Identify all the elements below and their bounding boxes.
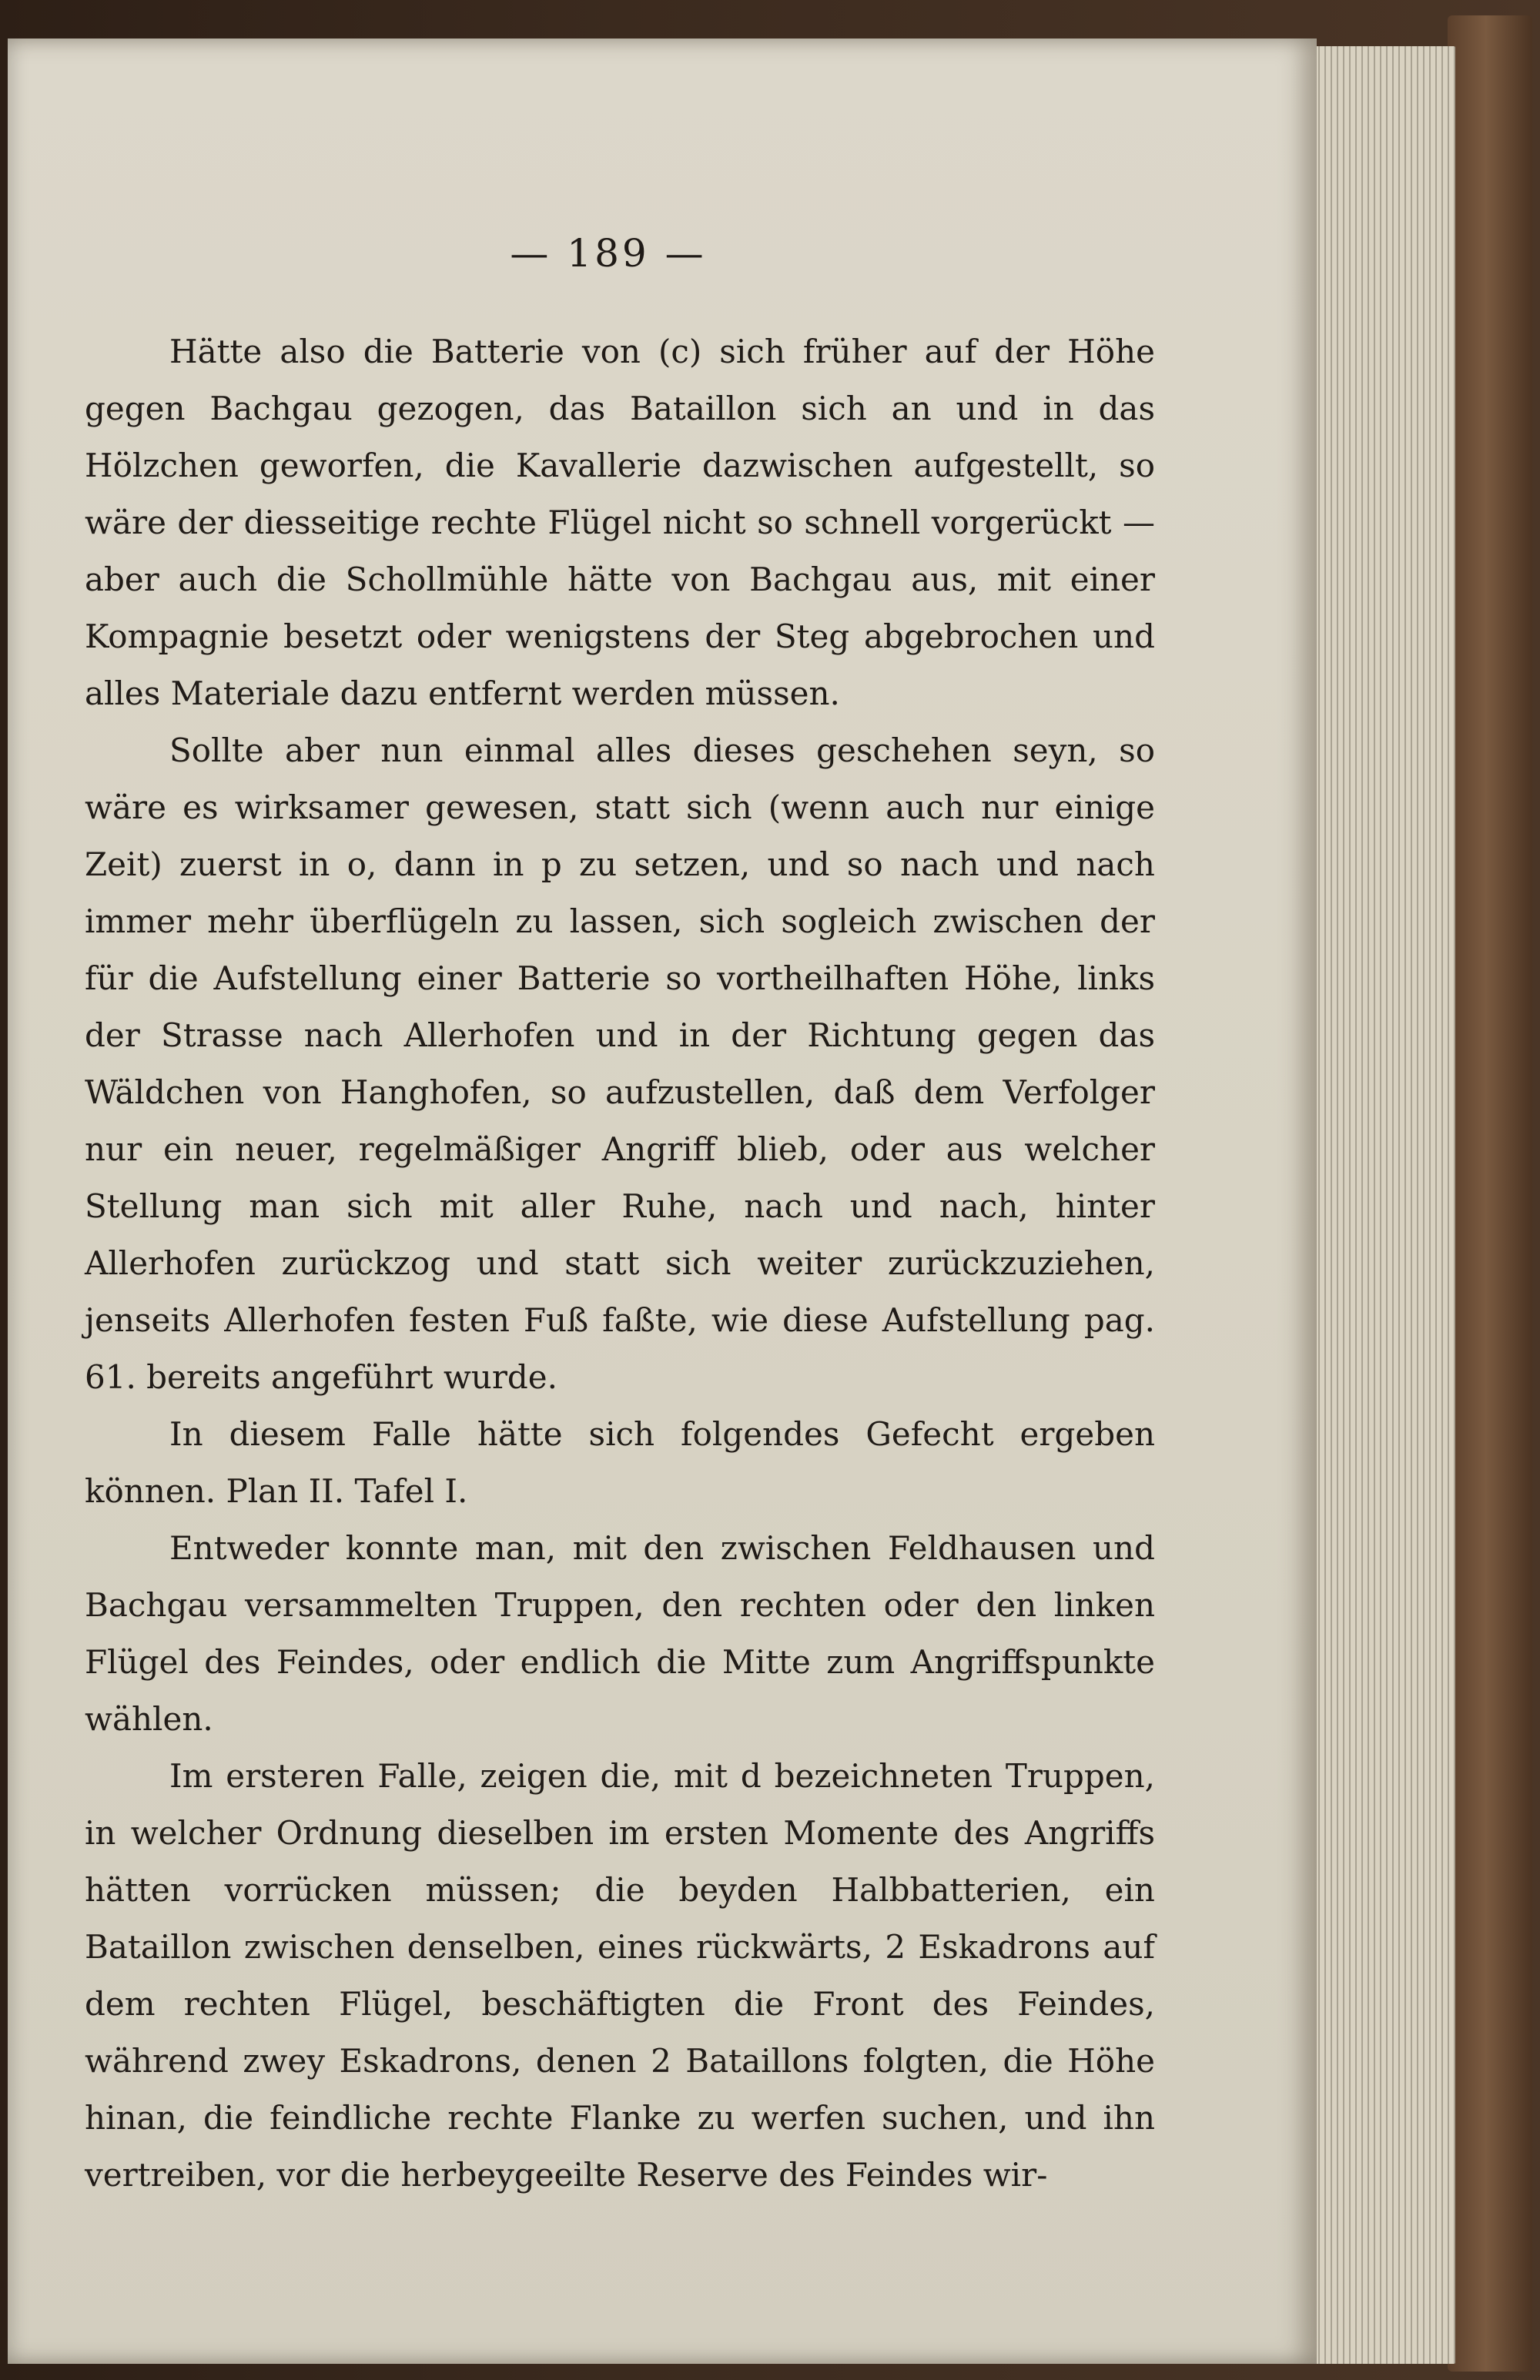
book-cover-edge (1448, 15, 1532, 2372)
paragraph-2: Sollte aber nun einmal alles dieses geschehen seyn, so wäre es wirksamer gewesen, statt sich (wenn auch nur einige Zeit) zuerst in o, dann in p zu setzen, und so nach und nach immer mehr überflügeln zu lassen, sich sogleich zwischen der für die Aufstellung einer Batterie so vortheilhaften Höhe, links der Strasse nach Allerhofen und in der Richtung gegen das Wäldchen von Hanghofen, so aufzustellen, daß dem Verfolger nur ein neuer, regelmäßiger Angriff blieb, oder aus welcher Stellung man sich mit aller Ruhe, nach und nach, hinter Allerhofen zurückzog und statt sich weiter zurückzuziehen, jenseits Allerhofen festen Fuß faßte, wie diese Aufstellung pag. 61. bereits angeführt wurde. (85, 731, 1155, 1396)
paragraph-1: Hätte also die Batterie von (c) sich früher auf der Höhe gegen Bachgau gezogen, das Bataillon sich an und in das Hölzchen geworfen, die Kavallerie dazwischen aufgestellt, so wäre der diesseitige rechte Flügel nicht so schnell vorgerückt — aber auch die Schollmühle hätte von Bachgau aus, mit einer Kompagnie besetzt oder wenigstens der Steg abgebrochen und alles Materiale dazu entfernt werden müssen. (85, 333, 1155, 712)
body-text (85, 323, 1155, 2204)
paragraph-3: In diesem Falle hätte sich folgendes Gefecht ergeben können. Plan II. Tafel I. (85, 1415, 1155, 1510)
book-page (8, 38, 1317, 2364)
paragraph-4: Entweder konnte man, mit den zwischen Feldhausen und Bachgau versammelten Truppen, den rechten oder den linken Flügel des Feindes, oder endlich die Mitte zum Angriffspunkte wählen. (85, 1529, 1155, 1738)
page-number: — 189 — (510, 231, 707, 276)
page-edges (1301, 46, 1455, 2364)
paragraph-5: Im ersteren Falle, zeigen die, mit d bezeichneten Truppen, in welcher Ordnung dieselben im ersten Momente des Angriffs hätten vorrücken müssen; die beyden Halbbatterien, ein Bataillon zwischen denselben, eines rückwärts, 2 Eskadrons auf dem rechten Flügel, beschäftigten die Front des Feindes, während zwey Eskadrons, denen 2 Bataillons folgten, die Höhe hinan, die feindliche rechte Flanke zu werfen suchen, und ihn vertreiben, vor die herbeygeeilte Reserve des Feindes wir- (85, 1757, 1155, 2194)
